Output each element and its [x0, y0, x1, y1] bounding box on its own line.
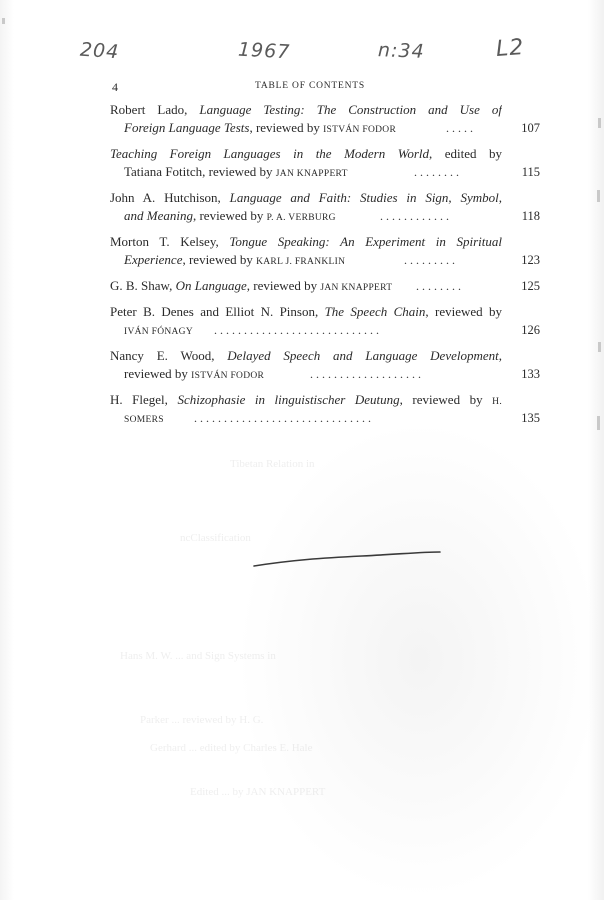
pencil-annotation-code: L2 — [495, 35, 526, 62]
entry-text: , reviewed by — [399, 392, 493, 407]
toc-entry — [110, 391, 540, 427]
toc-entry — [110, 145, 540, 181]
show-through-line: Tibetan Relation in — [230, 458, 315, 470]
page-number: 4 — [112, 80, 118, 94]
dot-leader: ............ — [380, 209, 452, 223]
reviewer-name: JAN KNAPPERT — [320, 283, 393, 293]
pencil-annotation-issue: n:34 — [377, 39, 425, 63]
pencil-annotation-year: 1967 — [237, 38, 291, 64]
toc-entry-line — [110, 251, 516, 269]
toc-entry-line — [110, 409, 516, 427]
edge-mark — [598, 118, 601, 128]
work-title: Experience — [124, 252, 183, 267]
toc-entry — [110, 277, 540, 295]
toc-entry — [110, 101, 540, 137]
toc-entry-line — [110, 119, 516, 137]
entry-text: , — [498, 348, 502, 363]
toc-page-number: 133 — [521, 367, 540, 381]
reviewer-name: JAN KNAPPERT — [275, 169, 348, 179]
entry-text: , edited by — [429, 146, 502, 161]
entry-text: Morton T. Kelsey, — [110, 234, 230, 249]
work-title: Delayed Speech and Language Development — [227, 348, 499, 363]
entry-text: Robert Lado, — [110, 102, 200, 117]
edge-mark — [597, 416, 600, 430]
work-title: Teaching Foreign Languages in the Modern World — [110, 146, 430, 161]
table-of-contents — [110, 101, 540, 435]
pencil-annotation-number: 204 — [79, 38, 120, 64]
toc-entry — [110, 303, 540, 339]
toc-entry-line — [110, 233, 502, 251]
toc-page-number: 107 — [521, 121, 540, 135]
entry-text: Peter B. Denes and Elliot N. Pinson, — [110, 304, 325, 319]
work-title: Foreign Language Tests — [124, 120, 250, 135]
work-title: Language Testing: The Construction and Use of — [199, 102, 502, 117]
work-title: Language and Faith: Studies in Sign, Symbol, — [229, 190, 502, 205]
entry-text: , reviewed by — [182, 252, 257, 267]
entry-text: Nancy E. Wood, — [110, 348, 228, 363]
dot-leader: .............................. — [194, 411, 374, 425]
toc-entry — [110, 233, 540, 269]
toc-page-number: 123 — [521, 253, 540, 267]
toc-page-number: 126 — [521, 323, 540, 337]
toc-page-number: 125 — [521, 279, 540, 293]
toc-entry-line — [110, 207, 516, 225]
reviewer-name: ISTVÁN FODOR — [191, 371, 265, 381]
work-title: On Language — [175, 278, 247, 293]
show-through-line: Gerhard ... edited by Charles E. Hale — [150, 742, 313, 754]
edge-mark — [597, 190, 600, 202]
work-title: The Speech Chain — [324, 304, 426, 319]
toc-entry-line — [110, 365, 516, 383]
reviewer-name: P. A. VERBURG — [266, 213, 336, 223]
entry-text: Tatiana Fotitch, reviewed by — [124, 164, 276, 179]
toc-entry — [110, 347, 540, 383]
reviewer-name: KARL J. FRANKLIN — [256, 257, 346, 267]
reviewer-name: ISTVÁN FODOR — [323, 125, 397, 135]
toc-entry-line — [110, 321, 516, 339]
toc-page-number: 135 — [521, 411, 540, 425]
dot-leader: ............................ — [214, 323, 382, 337]
show-through-line: Parker ... reviewed by H. G. — [140, 714, 264, 726]
dot-leader: ........ — [414, 165, 462, 179]
toc-entry-line — [110, 101, 502, 119]
reviewer-name: IVÁN FÓNAGY — [124, 327, 194, 337]
entry-text: G. B. Shaw, — [110, 278, 176, 293]
toc-page-number: 115 — [521, 165, 540, 179]
show-through-line: Edited ... by JAN KNAPPERT — [190, 786, 326, 798]
dot-leader: ......... — [404, 253, 458, 267]
toc-entry-line — [110, 163, 516, 181]
show-through-line: Hans M. W. ... and Sign Systems in — [120, 650, 276, 662]
dot-leader: ................... — [310, 367, 424, 381]
entry-text: , reviewed by — [246, 278, 321, 293]
toc-entry-line — [110, 189, 502, 207]
entry-text: , reviewed by — [249, 120, 324, 135]
toc-entry-line — [110, 347, 502, 365]
reviewer-name: H. — [492, 397, 502, 407]
edge-mark — [2, 18, 5, 24]
ink-squiggle — [252, 546, 444, 572]
entry-text: John A. Hutchison, — [110, 190, 230, 205]
show-through-line: ncClassification — [180, 532, 251, 544]
work-title: and Meaning — [124, 208, 193, 223]
running-head: TABLE OF CONTENTS — [255, 81, 365, 91]
work-title: Tongue Speaking: An Experiment in Spiritual — [229, 234, 502, 249]
toc-entry-line — [110, 145, 502, 163]
entry-text: H. Flegel, — [110, 392, 178, 407]
toc-entry-line — [110, 303, 502, 321]
dot-leader: ........ — [416, 279, 464, 293]
entry-text: , reviewed by — [425, 304, 502, 319]
reviewer-name: SOMERS — [124, 415, 164, 425]
work-title: Schizophasie in linguistischer Deutung — [177, 392, 400, 407]
toc-entry — [110, 189, 540, 225]
toc-entry-line — [110, 277, 502, 295]
entry-text: , reviewed by — [192, 208, 267, 223]
toc-entry-line — [110, 391, 502, 409]
entry-text: reviewed by — [124, 366, 192, 381]
toc-page-number: 118 — [521, 209, 540, 223]
edge-mark — [598, 342, 601, 352]
dot-leader: ..... — [446, 121, 476, 135]
